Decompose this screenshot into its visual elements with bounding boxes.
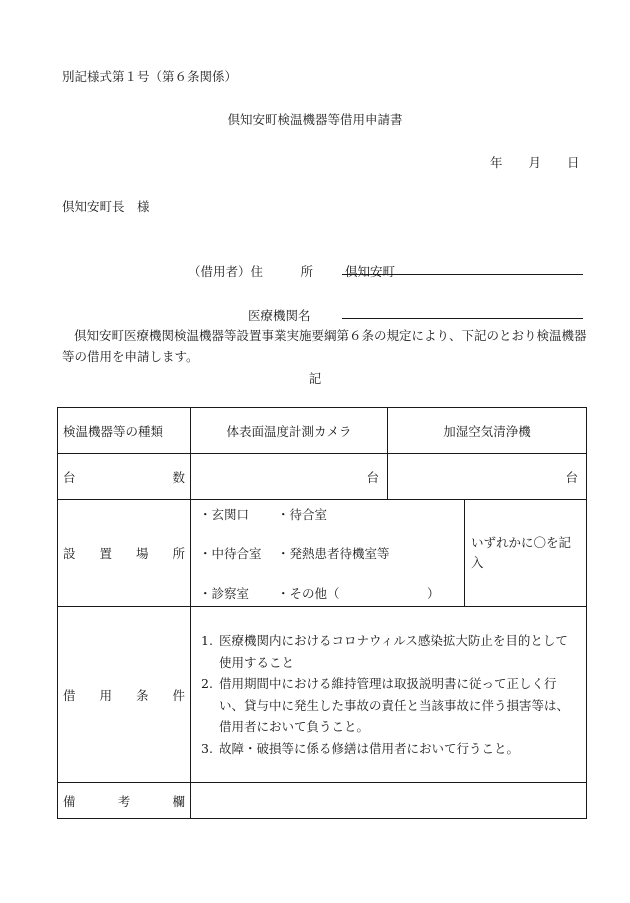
remarks-row xyxy=(58,783,587,819)
location-label: 設 置 場 所 xyxy=(58,500,191,607)
conditions-label: 借 用 条 件 xyxy=(58,607,191,783)
remarks-label: 備 考 欄 xyxy=(58,783,191,819)
date-month: 月 xyxy=(528,155,542,170)
date-row[interactable] xyxy=(490,153,580,171)
location-row xyxy=(58,500,587,607)
conditions-text xyxy=(191,607,587,783)
conditions-row xyxy=(58,607,587,783)
addressee: 倶知安町長 様 xyxy=(62,199,150,214)
condition-item: 3. 故障・破損等に係る修繕は借用者において行うこと。 xyxy=(201,740,520,756)
count-row xyxy=(58,454,587,500)
date-day: 日 xyxy=(567,155,580,170)
condition-item: 2. 借用期間中における維持管理は取扱説明書に従って正しく行い、貸与中に発生した事故の責任と当該事故に伴う損害等は、借用者において負うこと。 xyxy=(201,676,570,734)
address-underline xyxy=(342,274,583,275)
device-type-label: 検温機器等の種類 xyxy=(58,408,191,454)
document-title: 倶知安町検温機器等借用申請書 xyxy=(227,112,403,127)
date-year: 年 xyxy=(490,155,503,170)
count-purifier-field[interactable]: 台 xyxy=(388,454,587,500)
count-label: 台 数 xyxy=(58,454,191,500)
location-option-line[interactable]: ・診察室 ・その他（ ） xyxy=(199,585,440,601)
location-option-line[interactable]: ・中待合室 ・発熱患者待機室等 xyxy=(199,546,390,561)
location-note: いずれかに〇を記入 xyxy=(465,500,587,607)
location-options[interactable] xyxy=(191,500,465,607)
institution-name-field[interactable] xyxy=(342,318,583,319)
applicant-address-label: （借用者）住 所 xyxy=(188,264,314,279)
device-thermal-camera[interactable]: 体表面温度計測カメラ xyxy=(191,408,388,454)
institution-name-label: 医療機関名 xyxy=(248,308,311,323)
application-table xyxy=(57,407,587,819)
condition-item: 1. 医療機関内におけるコロナウィルス感染拡大防止を目的として使用すること xyxy=(201,633,568,670)
location-option-line[interactable]: ・玄関口 ・待合室 xyxy=(199,506,328,522)
remarks-field[interactable] xyxy=(191,783,587,819)
form-number-label: 別記様式第１号（第６条関係） xyxy=(62,69,238,84)
device-type-row xyxy=(58,408,587,454)
application-statement: 倶知安町医療機関検温機器等設置事業実施要綱第６条の規定により、下記のとおり検温機器等の借用を申請します。 xyxy=(62,328,587,364)
ki-heading: 記 xyxy=(308,371,322,386)
device-humidifier-purifier[interactable]: 加湿空気清浄機 xyxy=(388,408,587,454)
applicant-address-value[interactable]: 倶知安町 xyxy=(345,264,396,279)
count-camera-field[interactable]: 台 xyxy=(191,454,388,500)
